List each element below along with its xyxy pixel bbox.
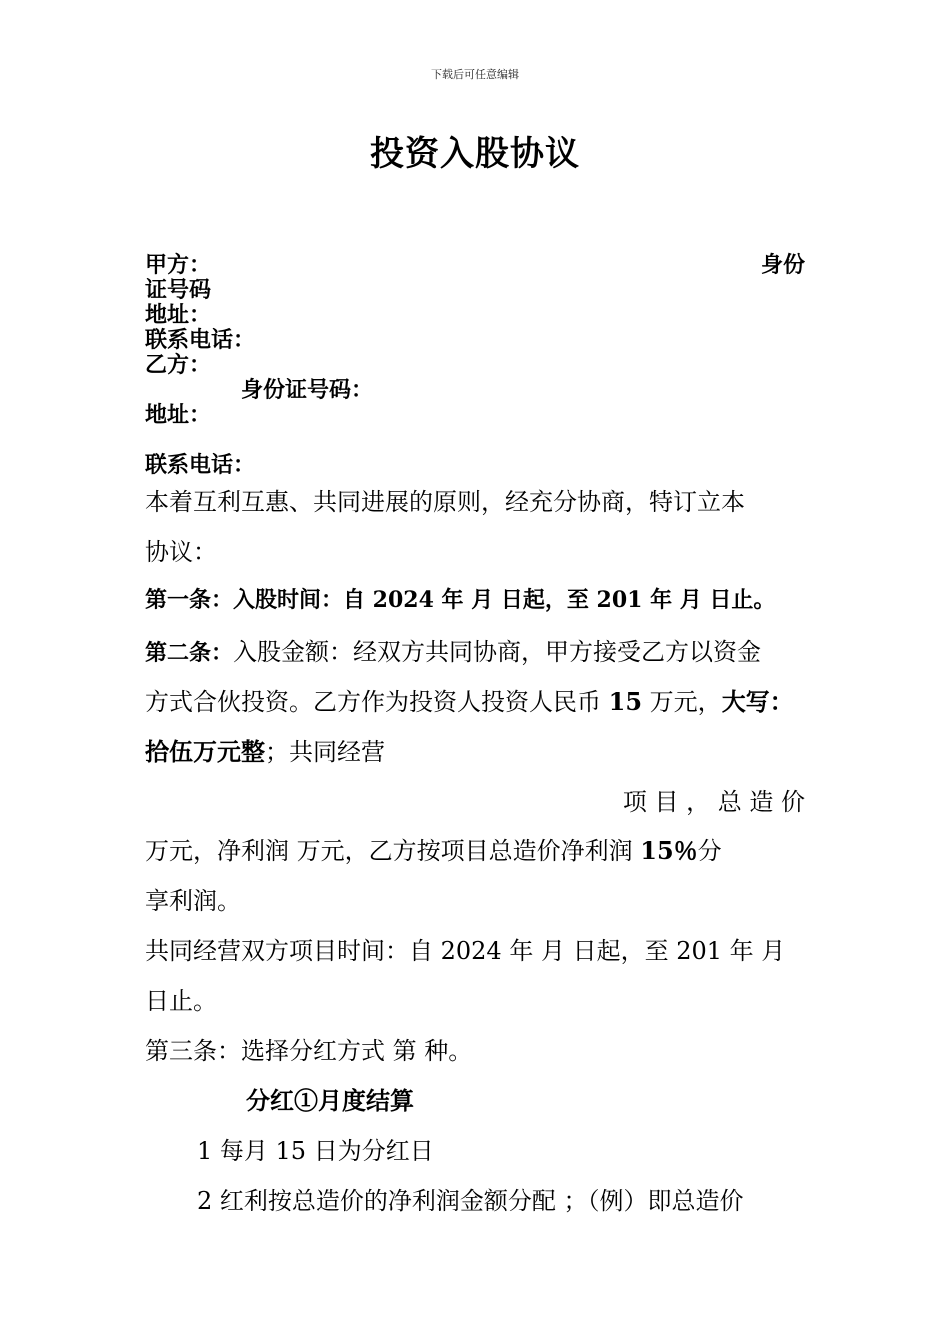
article-3-line: 第三条：选择分红方式 第 种。 bbox=[145, 1037, 473, 1065]
article-2-label: 第二条： bbox=[145, 640, 234, 666]
party-a-phone-label: 联系电话： bbox=[145, 327, 256, 353]
article-2-investment-text: 方式合伙投资。乙方作为投资人投资人民币 bbox=[145, 688, 609, 716]
article-2-line-2 bbox=[145, 682, 794, 717]
profit-text-end: 分 bbox=[697, 837, 722, 865]
dividend-subheading: 分红①月度结算 bbox=[246, 1086, 414, 1115]
article-2-line-7: 共同经营双方项目时间：自 2024 年 月 日起，至 201 年 月 bbox=[145, 937, 786, 965]
article-2-line-5 bbox=[145, 831, 722, 866]
amount-in-words: 拾伍万元整 bbox=[145, 737, 265, 766]
profit-percentage: 15％ bbox=[640, 836, 698, 865]
party-b-id-label: 身份证号码： bbox=[241, 377, 374, 403]
dividend-item-2: 2 红利按总造价的净利润金额分配 ；（例）即总造价 bbox=[197, 1187, 744, 1215]
intro-line-2: 协议： bbox=[145, 538, 217, 566]
article-2-text: 入股金额：经双方共同协商，甲方接受乙方以资金 bbox=[233, 638, 762, 666]
investment-amount: 15 bbox=[608, 687, 643, 716]
party-b-address-label: 地址： bbox=[145, 402, 212, 428]
party-a-id-label-part2: 证号码 bbox=[145, 277, 212, 303]
party-b-phone-label: 联系电话： bbox=[145, 452, 256, 478]
uppercase-label: 大写： bbox=[721, 687, 794, 716]
profit-text: 万元，净利润 万元，乙方按项目总造价净利润 bbox=[145, 837, 641, 865]
article-2-line-6: 享利润。 bbox=[145, 887, 241, 915]
article-2-unit: 万元， bbox=[642, 688, 722, 716]
document-title: 投资入股协议 bbox=[370, 134, 580, 174]
dividend-item-1: 1 每月 15 日为分红日 bbox=[197, 1137, 434, 1165]
article-2-line-8: 日止。 bbox=[145, 987, 217, 1015]
party-b-label: 乙方： bbox=[145, 352, 212, 378]
page-header: 下载后可任意编辑 bbox=[431, 68, 519, 81]
article-2-line-1 bbox=[145, 632, 761, 667]
party-a-address-label: 地址： bbox=[145, 302, 212, 328]
article-2-line-4: 项 目 ， 总 造 价 bbox=[622, 788, 805, 816]
party-a-id-label-part1: 身份 bbox=[760, 252, 805, 278]
article-1: 第一条：入股时间：自 2024 年 月 日起，至 201 年 月 日止。 bbox=[145, 587, 776, 613]
article-2-line-3 bbox=[145, 732, 385, 767]
joint-operation-text: ；共同经营 bbox=[265, 738, 385, 766]
party-a-label: 甲方： bbox=[145, 252, 212, 278]
intro-line-1: 本着互利互惠、共同进展的原则，经充分协商，特订立本 bbox=[145, 488, 745, 516]
